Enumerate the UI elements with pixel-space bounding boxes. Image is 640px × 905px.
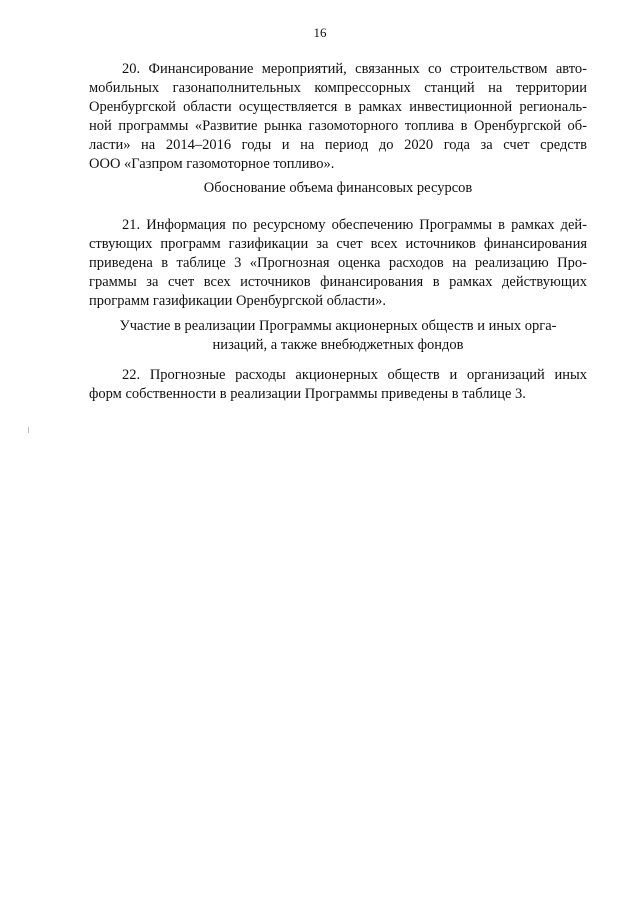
section-heading-resources-line-1: Обоснование объема финансовых ресурсов: [203, 180, 473, 196]
paragraph-20-line-5: ласти» на 2014–2016 годы и на период до 2020 года за счет средств: [89, 137, 587, 153]
paragraph-20-line-1: 20. Финансирование мероприятий, связанных со строительством авто-: [122, 61, 587, 77]
paragraph-20: [89, 60, 587, 174]
page-number: 16: [313, 25, 327, 40]
paragraph-22: [89, 366, 587, 404]
paragraph-20-line-2: мобильных газонаполнительных компрессорных станций на территории: [89, 80, 587, 96]
paragraph-20-line-6: ООО «Газпром газомоторное топливо».: [89, 156, 335, 172]
section-heading-participation-line-2: низаций, а также внебюджетных фондов: [212, 337, 464, 353]
paragraph-21-line-2: ствующих программ газификации за счет всех источников финансирования: [89, 236, 587, 252]
paragraph-21-line-3: приведена в таблице 3 «Прогнозная оценка расходов на реализацию Про-: [89, 255, 587, 271]
paragraph-22-line-1: 22. Прогнозные расходы акционерных обществ и организаций иных: [122, 367, 587, 383]
scan-margin-mark: [28, 427, 29, 433]
section-heading-participation-line-1: Участие в реализации Программы акционерных обществ и иных орга-: [119, 318, 557, 334]
paragraph-21-line-1: 21. Информация по ресурсному обеспечению Программы в рамках дей-: [122, 217, 587, 233]
section-heading-resources: [89, 179, 587, 198]
paragraph-20-line-4: ной программы «Развитие рынка газомоторного топлива в Оренбургской об-: [89, 118, 587, 134]
paragraph-22-line-2: форм собственности в реализации Программы приведены в таблице 3.: [89, 386, 526, 402]
paragraph-20-line-3: Оренбургской области осуществляется в рамках инвестиционной региональ-: [89, 99, 587, 115]
paragraph-21-line-4: граммы за счет всех источников финансирования в рамках действующих: [89, 274, 587, 290]
paragraph-21: [89, 216, 587, 311]
section-heading-participation: [89, 317, 587, 355]
paragraph-21-line-5: программ газификации Оренбургской области».: [89, 293, 386, 309]
